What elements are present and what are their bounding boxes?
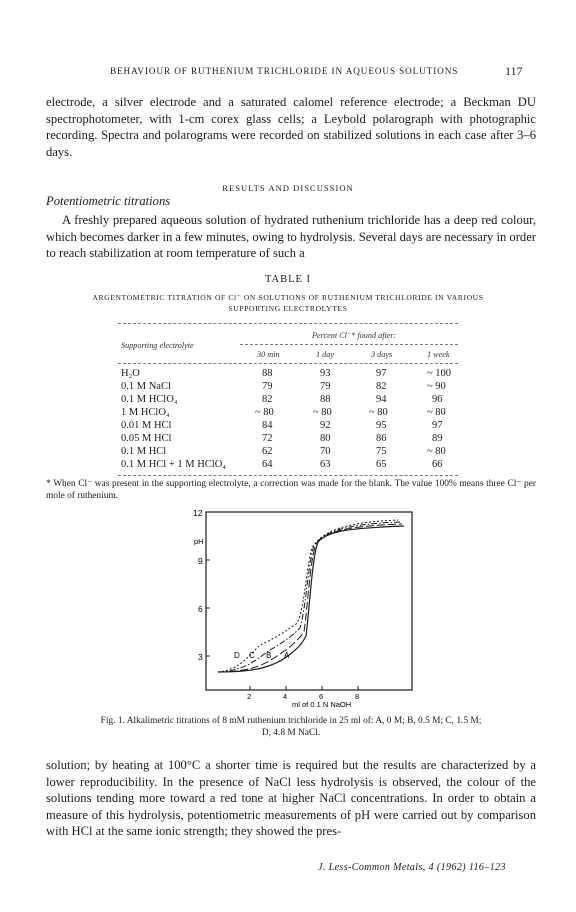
table-rule (118, 475, 458, 476)
table-caption-line: SUPPORTING ELECTROLYTES (228, 304, 348, 313)
electrolyte-cell: 0.1 M HCl (121, 446, 167, 457)
value-cell: 89 (432, 433, 443, 444)
electrolyte-cell: 0.01 M HCl (121, 420, 172, 431)
journal-citation: J. Less-Common Metals, 4 (1962) 116–123 (318, 862, 506, 873)
row-header: Supporting electrolyte (121, 341, 194, 350)
value-cell: 64 (262, 459, 273, 470)
value-cell: ~ 80 (255, 407, 274, 418)
value-cell: 88 (320, 394, 331, 405)
value-cell: ~ 80 (313, 407, 332, 418)
value-cell: 82 (376, 381, 387, 392)
curve-label-a: A (284, 651, 290, 660)
table-title: TABLE I (264, 274, 312, 285)
figure-caption-line: Fig. 1. Alkalimetric titrations of 8 mM ruthenium trichloride in 25 ml of: A, 0 M; B, 0.5 M; C, 1.5 M; (100, 716, 482, 726)
y-tick-label: 12 (193, 508, 203, 518)
value-cell: 82 (262, 394, 273, 405)
value-cell: 65 (376, 459, 387, 470)
electrolyte-cell: H₂O (121, 368, 140, 379)
x-axis-label: ml of 0.1 N NaOH (292, 700, 352, 708)
curve-label-c: C (249, 651, 255, 660)
y-tick-label: 9 (198, 556, 203, 566)
value-cell: 66 (432, 459, 443, 470)
value-cell: 93 (320, 368, 331, 379)
value-cell: 70 (320, 446, 331, 457)
value-cell: 62 (262, 446, 273, 457)
column-header: 30 min (257, 350, 280, 359)
value-cell: 75 (376, 446, 387, 457)
table-rule (118, 323, 458, 324)
x-tick-label: 2 (247, 692, 252, 701)
curve-label-b: B (266, 651, 272, 660)
value-cell: 94 (376, 394, 387, 405)
x-tick-label: 6 (319, 692, 324, 701)
table-caption (40, 292, 536, 314)
value-cell: 84 (262, 420, 273, 431)
running-head: BEHAVIOUR OF RUTHENIUM TRICHLORIDE IN AQUEOUS SOLUTIONS (110, 66, 459, 76)
y-tick-label: 6 (198, 604, 203, 614)
value-cell: 79 (262, 381, 273, 392)
value-cell: 96 (432, 394, 443, 405)
x-tick-label: 4 (283, 692, 288, 701)
value-cell: ~ 100 (427, 368, 452, 379)
table-rule (240, 344, 458, 345)
figure-caption (46, 715, 536, 739)
curve-c (218, 522, 400, 672)
section-heading: RESULTS AND DISCUSSION (222, 183, 354, 193)
y-axis-label: pH (194, 537, 204, 546)
value-cell: 86 (376, 433, 387, 444)
section-paragraph: A freshly prepared aqueous solution of hydrated ruthenium trichloride has a deep red colour, which becomes darker in a few minutes, owing to hydrolysis. Several days are necessary in order to reach stabilization at room temperature of such a (46, 213, 536, 260)
value-cell: ~ 90 (427, 381, 446, 392)
electrolyte-cell: 0.1 M HClO₄ (121, 394, 178, 405)
value-cell: 95 (376, 420, 387, 431)
value-cell: 80 (320, 433, 331, 444)
column-header: 3 days (371, 350, 393, 359)
value-cell: ~ 80 (427, 407, 446, 418)
value-cell: 88 (262, 368, 273, 379)
value-cell: ~ 80 (369, 407, 388, 418)
closing-paragraph: solution; by heating at 100°C a shorter time is required but the results are characterized by a lower reproducibility. In the presence of NaCl less hydrolysis is observed, the colour of the solutions tending more toward a red tone at higher NaCl concentrations. In order to obtain a measure of this hydrolysis, potentiometric measurements of pH were carried out by comparison with HCl at the same ionic strength; they showed the pres- (46, 758, 536, 838)
table-rule (118, 363, 458, 364)
value-cell: ~ 80 (427, 446, 446, 457)
figure-caption-line: D, 4.8 M NaCl. (261, 728, 321, 738)
electrolyte-cell: 1 M HClO₄ (121, 407, 170, 418)
curve-a (218, 526, 404, 672)
x-tick-label: 8 (355, 692, 360, 701)
group-header: Percent Cl⁻* found after: (312, 331, 397, 340)
value-cell: 97 (432, 420, 443, 431)
titration-figure (188, 508, 418, 708)
electrolyte-cell: 0.1 M HCl + 1 M HClO₄ (121, 459, 226, 470)
table-footnote: * When Cl⁻ was present in the supporting electrolyte, a correction was made for the blank. The value 100% means three Cl⁻ per mole of ruthenium. (46, 479, 536, 501)
column-header: 1 week (427, 350, 450, 359)
curve-label-d: D (234, 651, 240, 660)
electrolyte-cell: 0.1 M NaCl (121, 381, 171, 392)
value-cell: 97 (376, 368, 387, 379)
electrolyte-cell: 0.05 M HCl (121, 433, 172, 444)
value-cell: 92 (320, 420, 331, 431)
column-header: 1 day (316, 350, 334, 359)
table-caption-line: ARGENTOMETRIC TITRATION OF Cl⁻ ON SOLUTIONS OF RUTHENIUM TRICHLORIDE IN VARIOUS (92, 293, 484, 302)
page-number: 117 (505, 64, 523, 78)
value-cell: 79 (320, 381, 331, 392)
value-cell: 72 (262, 433, 273, 444)
titration-plot (188, 508, 418, 708)
subheading: Potentiometric titrations (46, 194, 171, 208)
value-cell: 63 (320, 459, 331, 470)
intro-paragraph: electrode, a silver electrode and a saturated calomel reference electrode; a Beckman DU spectrophotometer, with 1-cm corex glass cells; a Leybold polarograph with photographic recording. Spectra and polarograms were recorded on stabilized solutions in each case after 3–6 days. (46, 95, 536, 159)
y-tick-label: 3 (198, 652, 203, 662)
